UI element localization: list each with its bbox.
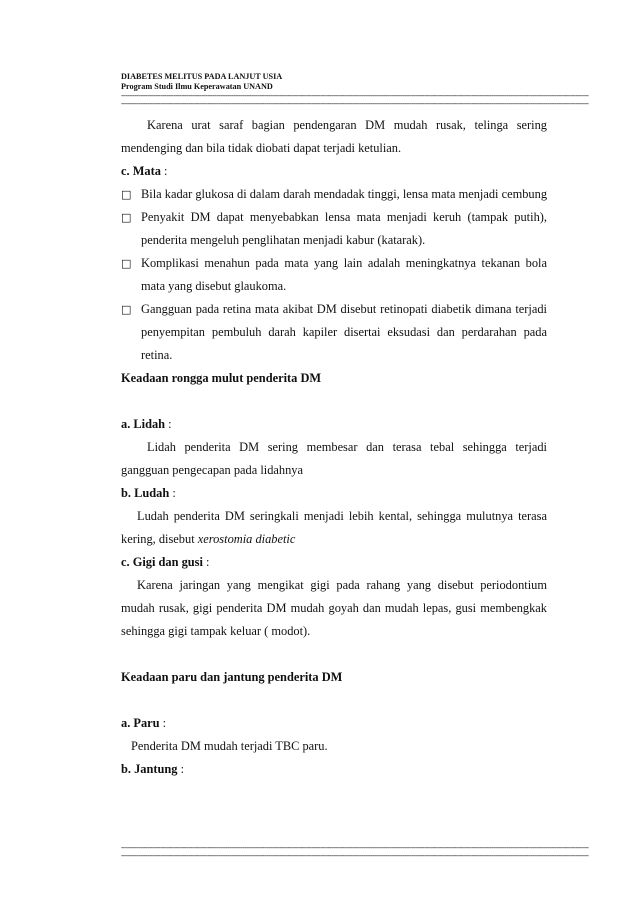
footer — [121, 843, 589, 860]
header-rule: ------------------------------------------------------------------------------------------------------------------------------------------------------------------------------------------------------------------------ — [121, 91, 589, 100]
paru-paragraph: Penderita DM mudah terjadi TBC paru. — [131, 739, 328, 753]
lidah-paragraph: Lidah penderita DM sering membesar dan terasa tebal sehingga terjadi gangguan pengecapan pada lidahnya — [121, 440, 547, 477]
list-item: □ Penyakit DM dapat menyebabkan lensa mata menjadi keruh (tampak putih), penderita mengeluh penglihatan menjadi kabur (katarak). — [121, 206, 547, 252]
header-subtitle: Program Studi Ilmu Keperawatan UNAND — [121, 82, 273, 91]
footer-rule: ------------------------------------------------------------------------------------------------------------------------------------------------------------------------------------------------------------------------ — [121, 843, 589, 852]
ludah-term: xerostomia diabetic — [197, 532, 296, 546]
ludah-heading: b. Ludah : — [121, 486, 176, 500]
gigi-heading: c. Gigi dan gusi : — [121, 555, 210, 569]
telinga-paragraph: Karena urat saraf bagian pendengaran DM mudah rusak, telinga sering mendenging dan bila tidak diobati dapat terjadi ketulian. — [121, 118, 547, 155]
paru-heading: a. Paru : — [121, 716, 167, 730]
jantung-heading: b. Jantung : — [121, 762, 185, 776]
list-item: □ Komplikasi menahun pada mata yang lain adalah meningkatnya tekanan bola mata yang disebut glaukoma. — [121, 252, 547, 298]
gigi-paragraph: Karena jaringan yang mengikat gigi pada rahang yang disebut periodontium mudah rusak, gigi penderita DM mudah goyah dan mudah lepas, gusi membengkak sehingga gigi tampak keluar ( modot). — [121, 578, 547, 638]
bullet-icon: □ — [121, 257, 132, 270]
paru-jantung-section-heading: Keadaan paru dan jantung penderita DM — [121, 670, 343, 684]
lidah-heading: a. Lidah : — [121, 417, 172, 431]
mulut-section-heading: Keadaan rongga mulut penderita DM — [121, 371, 322, 385]
ludah-paragraph: Ludah penderita DM seringkali menjadi lebih kental, sehingga mulutnya terasa kering, disebut xerostomia diabetic — [121, 509, 547, 546]
header-title: DIABETES MELITUS PADA LANJUT USIA — [121, 72, 283, 81]
footer-rule-tail: ------------------------------------------------------------------------------------------------------------------------------------------------------------------------------------------------------------------------ — [121, 851, 589, 860]
bullet-icon: □ — [121, 188, 132, 201]
bullet-icon: □ — [121, 211, 132, 224]
header-rule-tail: ------------------------------------------------------------------------------------------------------------------------------------------------------------------------------------------------------------------------ — [121, 99, 589, 108]
list-item: □ Gangguan pada retina mata akibat DM disebut retinopati diabetik dimana terjadi penyempitan pembuluh darah kapiler disertai eksudasi dan perdarahan pada retina. — [121, 298, 547, 367]
mata-label: c. Mata — [121, 164, 161, 178]
mata-heading: c. Mata : — [121, 164, 168, 178]
list-item: □ Bila kadar glukosa di dalam darah mendadak tinggi, lensa mata menjadi cembung — [121, 183, 547, 206]
bullet-icon: □ — [121, 303, 132, 316]
document-page — [121, 72, 589, 781]
